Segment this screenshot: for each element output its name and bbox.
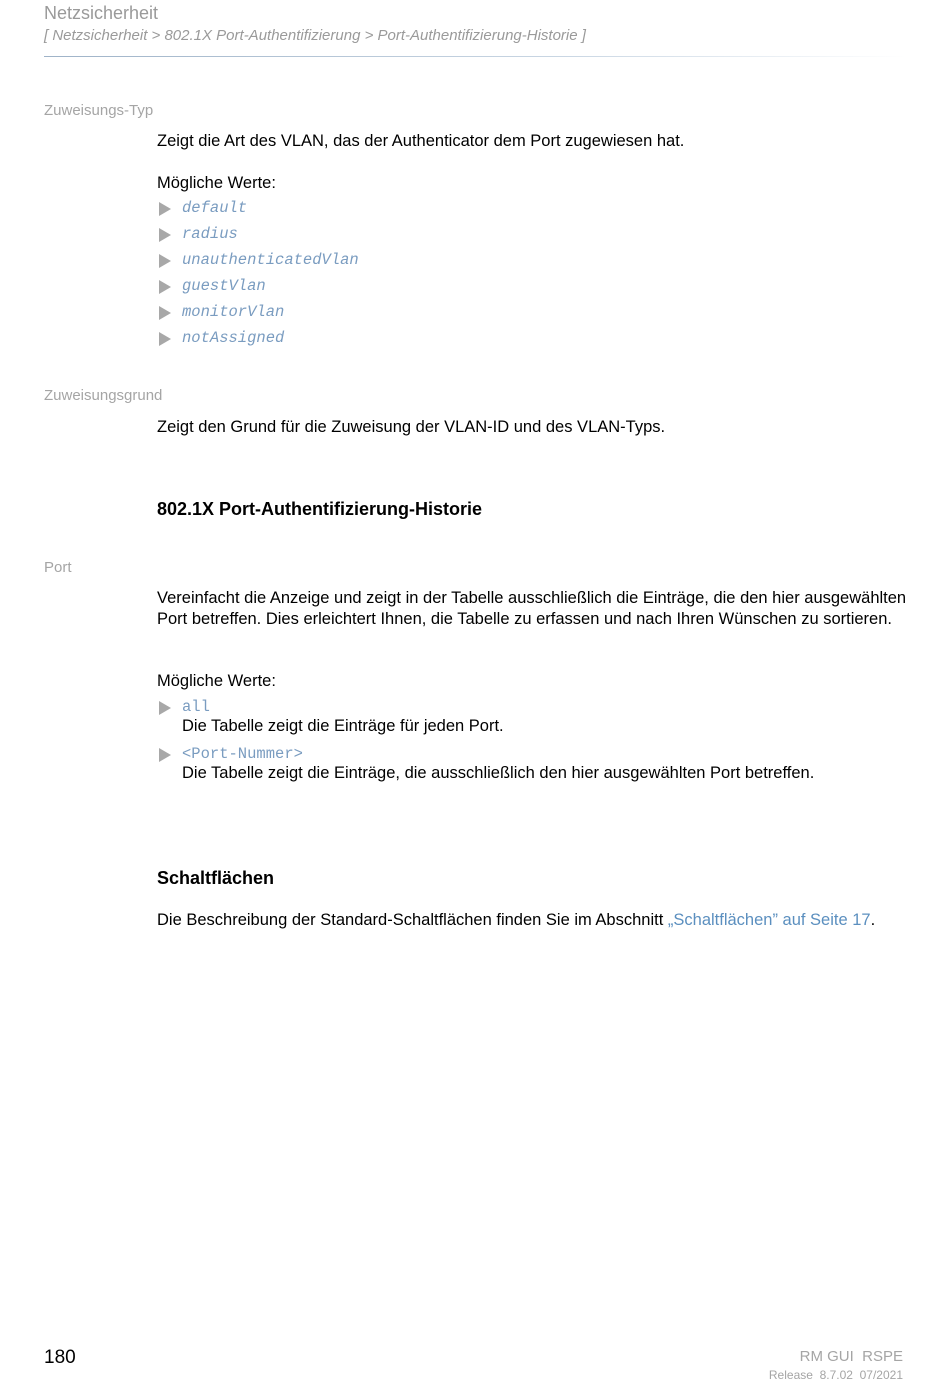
schaltflaechen-text-end: . — [870, 911, 876, 929]
zuweisungs-typ-description: Zeigt die Art des VLAN, das der Authenticator dem Port zugewiesen hat. — [157, 132, 685, 150]
header-divider — [44, 56, 906, 57]
bullet-triangle-icon — [159, 306, 171, 320]
footer-document-id: RM GUI RSPE — [799, 1348, 903, 1365]
breadcrumb: [ Netzsicherheit > 802.1X Port-Authentifizierung > Port-Authentifizierung-Historie ] — [44, 27, 586, 44]
bullet-triangle-icon — [159, 202, 171, 216]
bullet-triangle-icon — [159, 701, 171, 715]
value-code: monitorVlan — [182, 303, 285, 321]
page-number: 180 — [44, 1347, 76, 1368]
bullet-triangle-icon — [159, 748, 171, 762]
term-zuweisungsgrund: Zuweisungsgrund — [44, 387, 163, 404]
bullet-triangle-icon — [159, 332, 171, 346]
section-heading-schaltflaechen: Schaltflächen — [157, 868, 275, 888]
value-code: guestVlan — [182, 277, 266, 295]
header-title: Netzsicherheit — [44, 3, 159, 23]
schaltflaechen-link[interactable]: „Schaltflächen” auf Seite 17 — [667, 911, 871, 929]
footer-release: Release 8.7.02 07/2021 — [768, 1368, 903, 1382]
value-code: default — [182, 199, 248, 217]
schaltflaechen-text — [157, 910, 907, 931]
value-code: <Port-Nummer> — [182, 745, 303, 763]
zuweisungsgrund-description: Zeigt den Grund für die Zuweisung der VLAN-ID und des VLAN-Typs. — [157, 418, 666, 436]
port-values-label: Mögliche Werte: — [157, 672, 276, 690]
value-code: notAssigned — [182, 329, 285, 347]
bullet-triangle-icon — [159, 280, 171, 294]
bullet-triangle-icon — [159, 228, 171, 242]
value-code: all — [182, 698, 210, 716]
value-code: radius — [182, 225, 238, 243]
section-heading-historie: 802.1X Port-Authentifizierung-Historie — [157, 499, 483, 519]
schaltflaechen-text-start: Die Beschreibung der Standard-Schaltflächen finden Sie im Abschnitt — [157, 911, 668, 929]
bullet-triangle-icon — [159, 254, 171, 268]
term-zuweisungs-typ: Zuweisungs-Typ — [44, 102, 154, 119]
value-description: Die Tabelle zeigt die Einträge für jeden Port. — [182, 717, 504, 735]
value-code: unauthenticatedVlan — [182, 251, 359, 269]
term-port: Port — [44, 559, 72, 576]
value-description: Die Tabelle zeigt die Einträge, die ausschließlich den hier ausgewählten Port betreffen. — [182, 764, 815, 782]
zuweisungs-typ-values-label: Mögliche Werte: — [157, 174, 276, 192]
port-description: Vereinfacht die Anzeige und zeigt in der Tabelle ausschließlich die Einträge, die den hier ausgewählten Port betreffen. Dies erleichtert Ihnen, die Tabelle zu erfassen und nach Ihren Wünschen zu sortieren. — [157, 589, 907, 628]
